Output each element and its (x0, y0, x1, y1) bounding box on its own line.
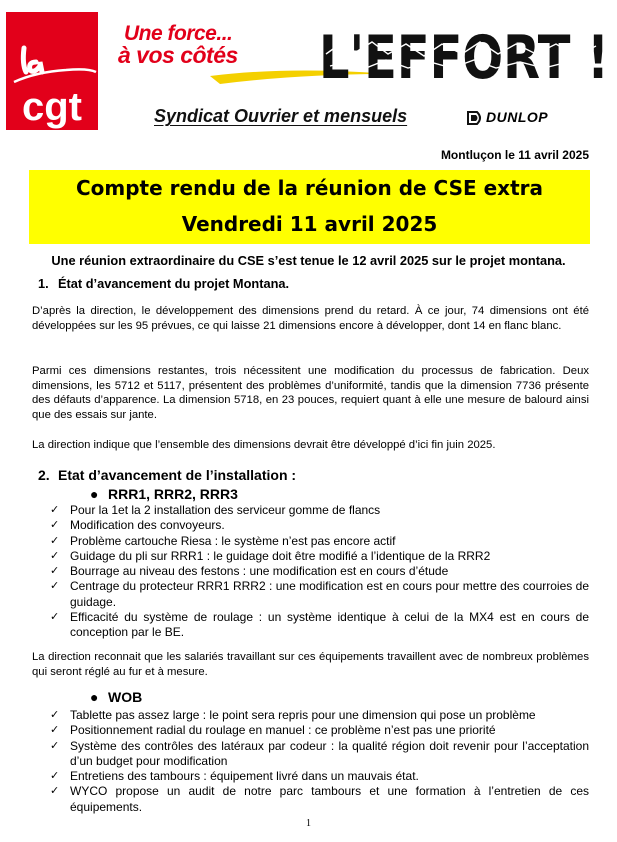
checkmark-icon: ✓ (50, 504, 60, 516)
slogan-line-1: Une force... (124, 22, 233, 45)
list-item: ✓ Efficacité du système de roulage : un système identique à celui de la MX4 est en cours de conception par le BE. (50, 610, 589, 640)
list-item: ✓ Modification des convoyeurs. (50, 518, 225, 533)
wob-checklist (50, 708, 589, 815)
section-1-paragraph: Parmi ces dimensions restantes, trois nécessitent une modification du processus de fabrication. Deux dimensions, les 5712 et 5117, présentent des problèmes d’uniformité, tandis que la dimension 7736 présente des défauts d’apparence. La dimension 5718, en 23 pouces, requiert quant à elle une mesure de balourd ainsi que des essais sur jante. (32, 365, 589, 421)
banner-title: Compte rendu de la réunion de CSE extra (75, 176, 543, 200)
dunlop-wordmark: DUNLOP (486, 109, 549, 125)
section-2-conclusion: La direction reconnait que les salariés travaillant sur ces équipements travaillent avec de nombreux problèmes qui seront réglé au fur et à mesure. (32, 651, 589, 678)
checkmark-icon: ✓ (50, 739, 60, 752)
dunlop-logo (466, 109, 594, 129)
rrr-subheading (90, 486, 238, 502)
page-number: 1 (306, 818, 311, 829)
section-2-number: 2. (38, 467, 50, 483)
section-1-number: 1. (38, 276, 49, 291)
section-2-title: Etat d’avancement de l’installation : (58, 467, 297, 483)
list-item: ✓ Tablette pas assez large : le point sera repris pour une dimension qui pose un problème (50, 708, 536, 722)
banner-subtitle: Vendredi 11 avril 2025 (181, 212, 438, 236)
list-item: ✓ Pour la 1et la 2 installation des serviceur gomme de flancs (50, 503, 381, 517)
list-item: ✓ Système des contrôles des latéraux par codeur : la qualité région doit revenir pour l’acceptation d’un budget pour modification (50, 738, 589, 768)
list-item: ✓ Centrage du protecteur RRR1 RRR2 : une modification est en cours pour mettre des courroies de guidage. (50, 579, 589, 609)
list-item: ✓ Entretiens des tambours : équipement livré dans un mauvais état. (50, 769, 419, 784)
union-name: Syndicat Ouvrier et mensuels (154, 106, 408, 126)
bullet-icon: ● (90, 689, 99, 705)
section-1-paragraph: La direction indique que l’ensemble des dimensions devrait être développé d’ici fin juin 2025. (32, 439, 496, 451)
title-banner (29, 170, 590, 244)
list-item: ✓ WYCO propose un audit de notre parc tambours et une formation à l’entretien de ces équipements. (50, 784, 589, 814)
section-1-heading (38, 276, 289, 291)
checkmark-icon: ✓ (50, 785, 60, 798)
checkmark-icon: ✓ (50, 580, 60, 593)
checkmark-icon: ✓ (50, 724, 60, 737)
checkmark-icon: ✓ (50, 565, 60, 578)
slogan-line-2: à vos côtés (118, 42, 238, 68)
svg-text:cgt: cgt (22, 85, 82, 129)
intro-text: Une réunion extraordinaire du CSE s’est tenue le 12 avril 2025 sur le projet montana. (51, 253, 566, 268)
slogan (118, 22, 303, 82)
list-item: ✓ Bourrage au niveau des festons : une modification est en cours d’étude (50, 564, 449, 579)
masthead-logo (316, 14, 612, 88)
list-item: ✓ Positionnement radial du roulage en manuel : ce problème n’est pas une priorité (50, 723, 496, 738)
checkmark-icon: ✓ (50, 709, 60, 721)
cgt-logo (6, 12, 98, 130)
checkmark-icon: ✓ (50, 519, 60, 532)
masthead-text: L'EFFORT ! (319, 23, 609, 88)
dunlop-d-icon (466, 109, 484, 127)
bullet-icon: ● (90, 486, 99, 502)
rrr-title: RRR1, RRR2, RRR3 (108, 486, 238, 502)
checkmark-icon: ✓ (50, 611, 60, 624)
wob-title: WOB (108, 689, 143, 705)
section-2-heading (38, 467, 296, 483)
rrr-checklist (50, 503, 589, 641)
wob-subheading (90, 689, 142, 705)
checkmark-icon: ✓ (50, 534, 60, 547)
checkmark-icon: ✓ (50, 549, 60, 562)
section-1-paragraph: D’après la direction, le développement des dimensions prend du retard. À ce jour, 74 dimensions ont été développées sur les 95 prévues, ce qui laisse 21 dimensions encore à développer, dont 14 en flanc blanc. (32, 305, 589, 332)
list-item: ✓ Guidage du pli sur RRR1 : le guidage doit être modifié a l’identique de la RRR2 (50, 548, 491, 563)
list-item: ✓ Problème cartouche Riesa : le système n’est pas encore actif (50, 533, 396, 548)
document-date: Montluçon le 11 avril 2025 (440, 148, 589, 162)
checkmark-icon: ✓ (50, 770, 60, 783)
section-1-title: État d’avancement du projet Montana. (58, 276, 290, 291)
